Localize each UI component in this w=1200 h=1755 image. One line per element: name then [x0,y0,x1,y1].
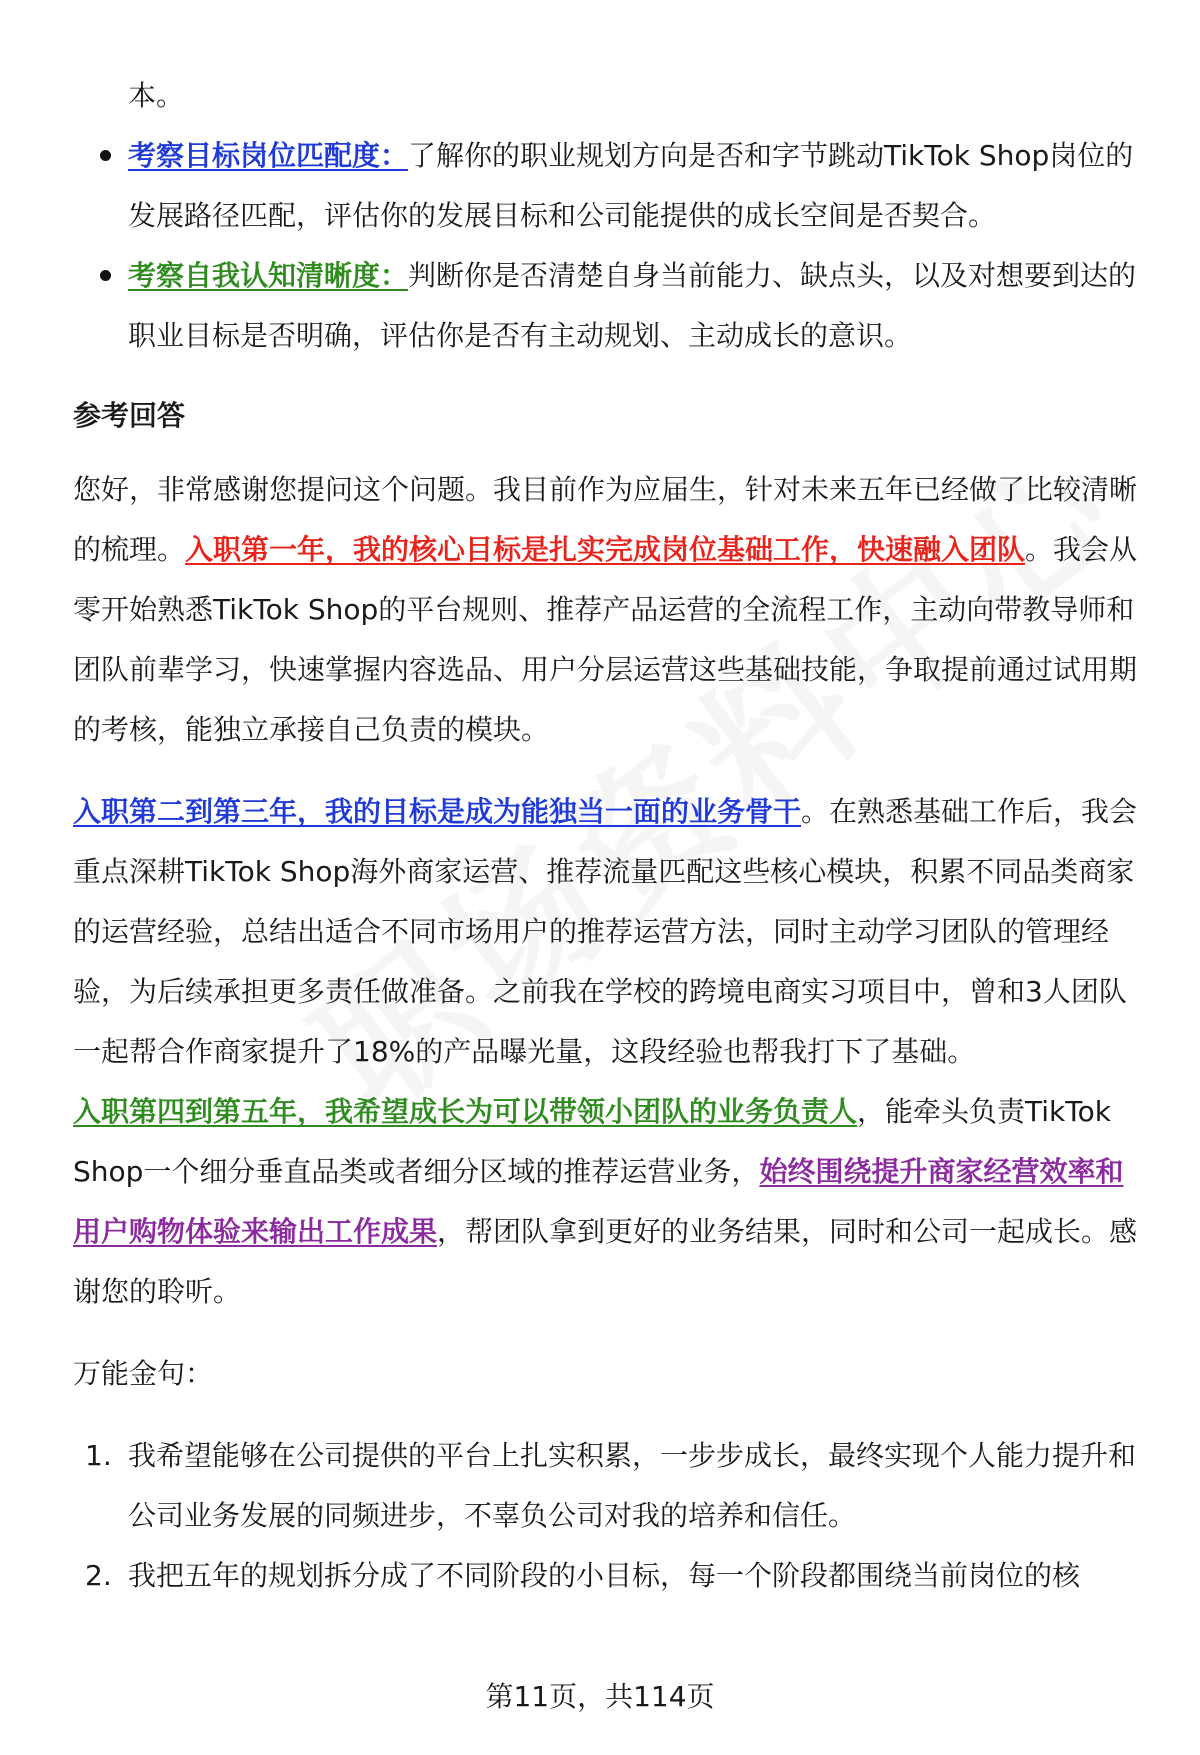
criteria-item-self-awareness [73,246,1143,366]
answer-p3-highlight: 入职第四到第五年，我希望成长为可以带领小团队的业务负责人 [73,1095,858,1128]
golden-sentences-list [73,1426,1143,1606]
answer-paragraph-year2-3 [73,782,1143,1082]
answer-p3-mid: ，能牵头负责TikTok Shop一个细分垂直品类或者细分区域的推荐运营业务， [73,1095,1111,1188]
golden-sentence-text: 我希望能够在公司提供的平台上扎实积累，一步步成长，最终实现个人能力提升和公司业务发展的同频进步，不辜负公司对我的培养和信任。 [128,1439,1137,1532]
golden-sentences-heading: 万能金句： [73,1357,214,1390]
answer-paragraph-year4-5 [73,1082,1143,1322]
criteria-text-target-match: 了解你的职业规划方向是否和字节跳动TikTok Shop岗位的发展路径匹配，评估你的发展目标和公司能提供的成长空间是否契合。 [128,139,1134,232]
criteria-list [73,126,1143,366]
criteria-text-self-awareness: 判断你是否清楚自身当前能力、缺点头，以及对想要到达的职业目标是否明确，评估你是否有主动规划、主动成长的意识。 [128,259,1137,352]
page-number-footer: 第11页，共114页 [485,1680,715,1713]
criteria-label-target-match: 考察目标岗位匹配度： [128,139,409,172]
criteria-item-target-match [73,126,1143,246]
answer-p1-rest: 。我会从零开始熟悉TikTok Shop的平台规则、推荐产品运营的全流程工作，主动向带教导师和团队前辈学习，快速掌握内容选品、用户分层运营这些基础技能，争取提前通过试用期的考核，能独立承接自己负责的模块。 [73,533,1138,746]
answer-p2-rest: 。在熟悉基础工作后，我会重点深耕TikTok Shop海外商家运营、推荐流量匹配这些核心模块，积累不同品类商家的运营经验，总结出适合不同市场用户的推荐运营方法，同时主动学习团队的管理经验，为后续承担更多责任做准备。之前我在学校的跨境电商实习项目中，曾和3人团队一起帮合作商家提升了18%的产品曝光量，这段经验也帮我打下了基础。 [73,795,1138,1068]
golden-sentence-item [73,1426,1143,1546]
golden-sentence-text: 我把五年的规划拆分成了不同阶段的小目标，每一个阶段都围绕当前岗位的核 [128,1559,1081,1592]
answer-p1-intro: 您好，非常感谢您提问这个问题。我目前作为应届生，针对未来五年已经做了比较清晰的梳理。 [73,473,1138,566]
answer-p1-highlight: 入职第一年，我的核心目标是扎实完成岗位基础工作，快速融入团队 [185,533,1026,566]
golden-sentence-item [73,1546,1143,1606]
answer-p3-rest: ，帮团队拿到更好的业务结果，同时和公司一起成长。感谢您的聆听。 [73,1215,1138,1308]
reference-answer-heading: 参考回答 [73,399,186,432]
golden-sentence-number: 1. [85,1439,112,1472]
criteria-label-self-awareness: 考察自我认知清晰度： [128,259,409,292]
answer-p3-highlight2: 始终围绕提升商家经营效率和用户购物体验来输出工作成果 [73,1155,1124,1248]
answer-p2-highlight: 入职第二到第三年，我的目标是成为能独当一面的业务骨干 [73,795,802,828]
page-content [73,66,1143,1606]
intro-tail-text: 本。 [128,79,185,112]
answer-paragraph-year1 [73,460,1143,760]
golden-sentence-number: 2. [85,1559,112,1592]
